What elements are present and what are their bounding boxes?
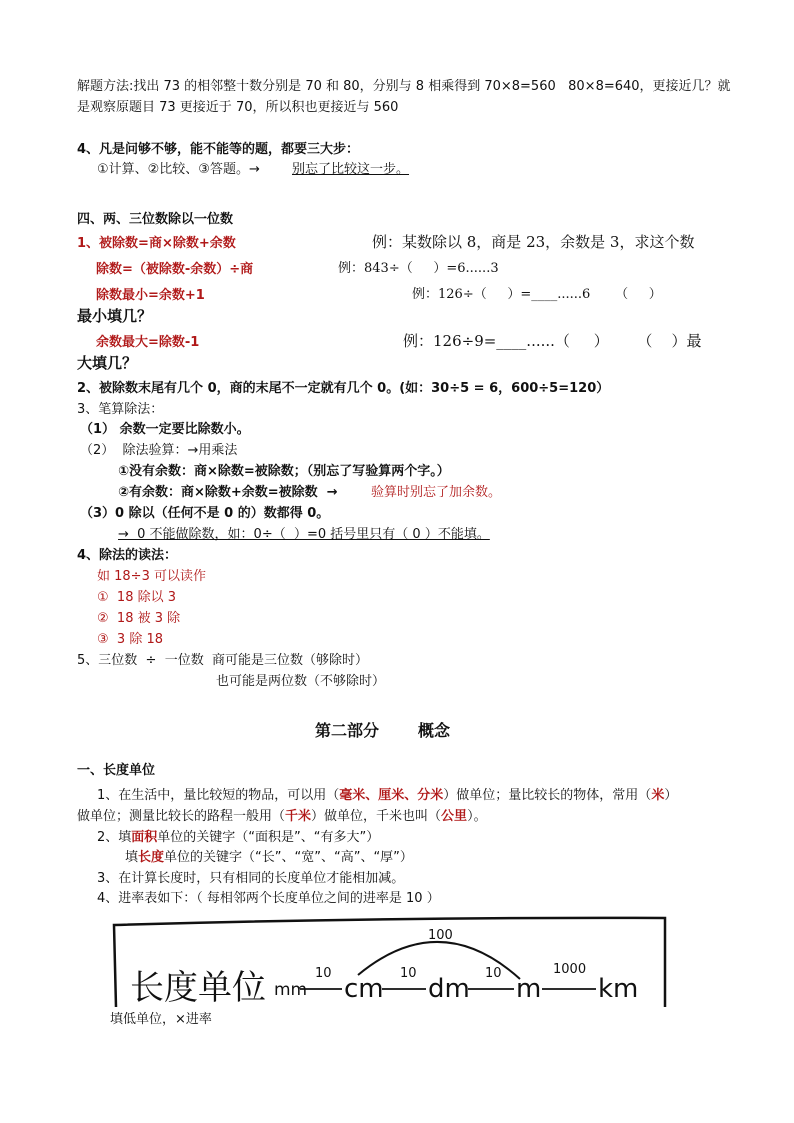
item-reading: 4、除法的读法： xyxy=(77,548,178,563)
length-title: 一、长度单位 xyxy=(77,763,156,778)
item-zero-note: → 0 不能做除数，如：0÷（ ）=0 括号里只有（ 0 ）不能填。 xyxy=(118,527,490,542)
item-remainder-rule: （1） 余数一定要比除数小。 xyxy=(80,422,250,437)
rule-divisor: 除数=（被除数-余数）÷商 xyxy=(96,262,254,277)
unit-km: km xyxy=(598,974,639,1004)
length-p1: 1、在生活中，量比较短的物品，可以用（毫米、厘米、分米）做单位；量比较长的物体，常用（米） xyxy=(97,788,678,803)
item-three-digit-b: 也可能是两位数（不够除时） xyxy=(216,674,386,689)
rule-max-remainder: 余数最大=除数-1 xyxy=(96,335,200,350)
rate-cm-dm: 10 xyxy=(400,966,417,981)
item-zeros: 2、被除数末尾有几个 0，商的末尾不一定就有几个 0。(如：30÷5 = 6，600÷5=120） xyxy=(77,381,610,396)
length-p5: 填低单位，×进率 xyxy=(110,1012,212,1027)
length-p2: 2、填面积单位的关键字（“面积是”、“有多大”） xyxy=(97,830,380,845)
diagram-label: 长度单位 xyxy=(130,968,266,1007)
point4-reminder: 别忘了比较这一步。 xyxy=(292,162,410,177)
example-4: 例：126÷9=____......（ ） （ ）最 xyxy=(403,332,702,350)
rate-dm-m: 10 xyxy=(485,966,502,981)
item-check-remainder-note: 验算时别忘了加余数。 xyxy=(371,485,502,500)
item-reading-example: 如 18÷3 可以读作 xyxy=(97,569,206,584)
item-check-no-remainder: ①没有余数：商×除数=被除数；（别忘了写验算两个字。） xyxy=(118,464,450,479)
item-three-digit-a: 5、三位数 ÷ 一位数 商可能是三位数（够除时） xyxy=(77,653,368,668)
item-check-method: （2） 除法验算：→用乘法 xyxy=(80,443,238,458)
point4-steps: ①计算、②比较、③答题。→ xyxy=(97,162,260,177)
length-p3: 3、在计算长度时，只有相同的长度单位才能相加减。 xyxy=(97,871,405,886)
rate-m-km: 1000 xyxy=(553,962,587,977)
rule-min-divisor: 除数最小=余数+1 xyxy=(96,288,205,303)
unit-mm: mm xyxy=(274,980,308,1000)
section4-title: 四、两、三位数除以一位数 xyxy=(77,212,234,227)
rate-mm-cm: 10 xyxy=(315,966,332,981)
example-3: 例：126÷（ ）=____......6 （ ） xyxy=(412,287,662,302)
unit-cm: cm xyxy=(344,974,384,1004)
method-line-2: 是观察原题目 73 更接近于 70，所以积也更接近与 560 xyxy=(77,100,399,115)
length-p2-cont: 填长度单位的关键字（“长”、“宽”、“高”、“厚”） xyxy=(125,850,413,865)
unit-dm: dm xyxy=(428,974,470,1004)
method-line-1: 解题方法:找出 73 的相邻整十数分别是 70 和 80，分别与 8 相乘得到 70×8=560 80×8=640，更接近几？就 xyxy=(77,79,731,94)
part2-heading: 第二部分 概念 xyxy=(315,721,450,740)
rule-dividend: 1、被除数=商×除数+余数 xyxy=(77,236,236,251)
reading-1: ① 18 除以 3 xyxy=(97,590,176,605)
example-1: 例：某数除以 8，商是 23，余数是 3，求这个数 xyxy=(372,233,695,251)
length-p4: 4、进率表如下：（ 每相邻两个长度单位之间的进率是 10 ） xyxy=(97,891,440,906)
reading-2: ② 18 被 3 除 xyxy=(97,611,181,626)
item-written-division: 3、笔算除法： xyxy=(77,402,164,417)
point4-title: 4、凡是问够不够，能不能等的题，都要三大步： xyxy=(77,142,360,157)
item-zero-divided: （3）0 除以（任何不是 0 的）数都得 0。 xyxy=(80,506,330,521)
length-unit-diagram xyxy=(110,915,670,1007)
length-p1-cont: 做单位；测量比较长的路程一般用（千米）做单位，千米也叫（公里）。 xyxy=(77,809,487,824)
question-max: 大填几？ xyxy=(77,354,138,372)
unit-m: m xyxy=(516,974,542,1004)
reading-3: ③ 3 除 18 xyxy=(97,632,163,647)
example-2: 例：843÷（ ）=6......3 xyxy=(338,261,499,276)
item-check-remainder: ②有余数：商×除数+余数=被除数 → xyxy=(118,485,338,500)
question-min: 最小填几？ xyxy=(77,307,153,325)
rate-arc: 100 xyxy=(428,928,453,943)
